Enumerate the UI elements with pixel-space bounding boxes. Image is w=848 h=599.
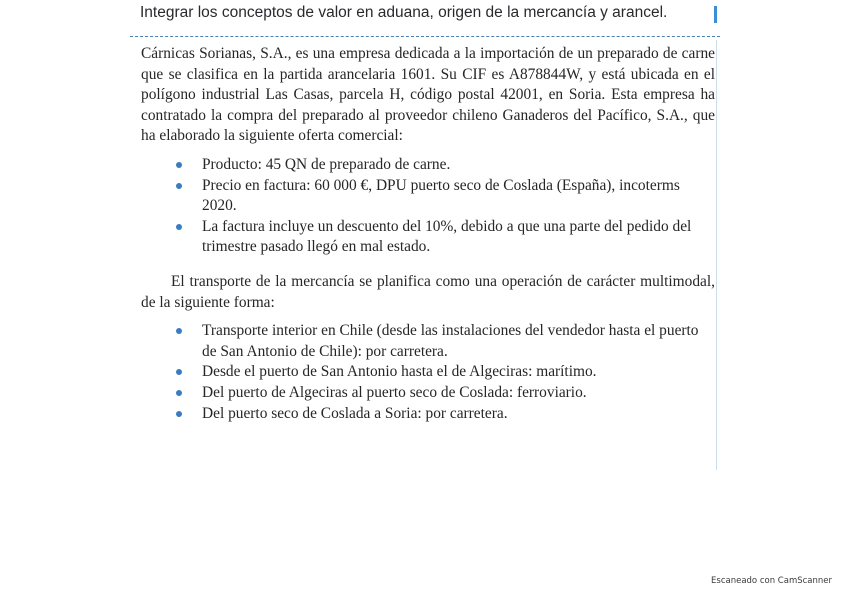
heading-divider [130, 36, 720, 37]
bullet-icon [176, 328, 182, 334]
bullet-icon [176, 369, 182, 375]
bullet-icon [176, 411, 182, 417]
list-item [202, 155, 715, 176]
document-body [141, 44, 715, 432]
list-item [202, 321, 715, 362]
list-item-text: Del puerto de Algeciras al puerto seco de Coslada: ferroviario. [202, 383, 587, 401]
offer-list [141, 155, 715, 258]
list-item-text: La factura incluye un descuento del 10%, debido a que una parte del pedido del trimestre pasado llegó en mal estado. [202, 217, 692, 256]
list-item [202, 217, 715, 258]
transport-list [141, 321, 715, 424]
bullet-icon [176, 162, 182, 168]
heading-marker [714, 6, 717, 23]
section-heading: Integrar los conceptos de valor en aduana, origen de la mercancía y arancel. [140, 4, 668, 21]
transport-paragraph: El transporte de la mercancía se planifica como una operación de carácter multimodal, de la siguiente forma: [141, 272, 715, 311]
list-item [202, 404, 715, 425]
list-item-text: Precio en factura: 60 000 €, DPU puerto seco de Coslada (España), incoterms 2020. [202, 176, 680, 215]
page-edge-line [716, 40, 717, 470]
list-item-text: Del puerto seco de Coslada a Soria: por carretera. [202, 404, 508, 422]
list-item [202, 383, 715, 404]
list-item [202, 362, 715, 383]
bullet-icon [176, 183, 182, 189]
bullet-icon [176, 224, 182, 230]
intro-paragraph: Cárnicas Sorianas, S.A., es una empresa dedicada a la importación de un preparado de carne que se clasifica en la partida arancelaria 1601. Su CIF es A878844W, y está ubicada en el polígono industrial Las Casas, parcela H, código postal 42001, en Soria. Esta empresa ha contratado la compra del preparado al proveedor chileno Ganaderos del Pacífico, S.A., que ha elaborado la siguiente oferta comercial: [141, 45, 715, 145]
list-item-text: Producto: 45 QN de preparado de carne. [202, 155, 451, 173]
bullet-icon [176, 390, 182, 396]
list-item-text: Desde el puerto de San Antonio hasta el de Algeciras: marítimo. [202, 363, 597, 381]
scanner-watermark: Escaneado con CamScanner [711, 576, 832, 586]
list-item-text: Transporte interior en Chile (desde las instalaciones del vendedor hasta el puerto de San Antonio de Chile): por carretera. [202, 322, 699, 360]
list-item [202, 176, 715, 217]
